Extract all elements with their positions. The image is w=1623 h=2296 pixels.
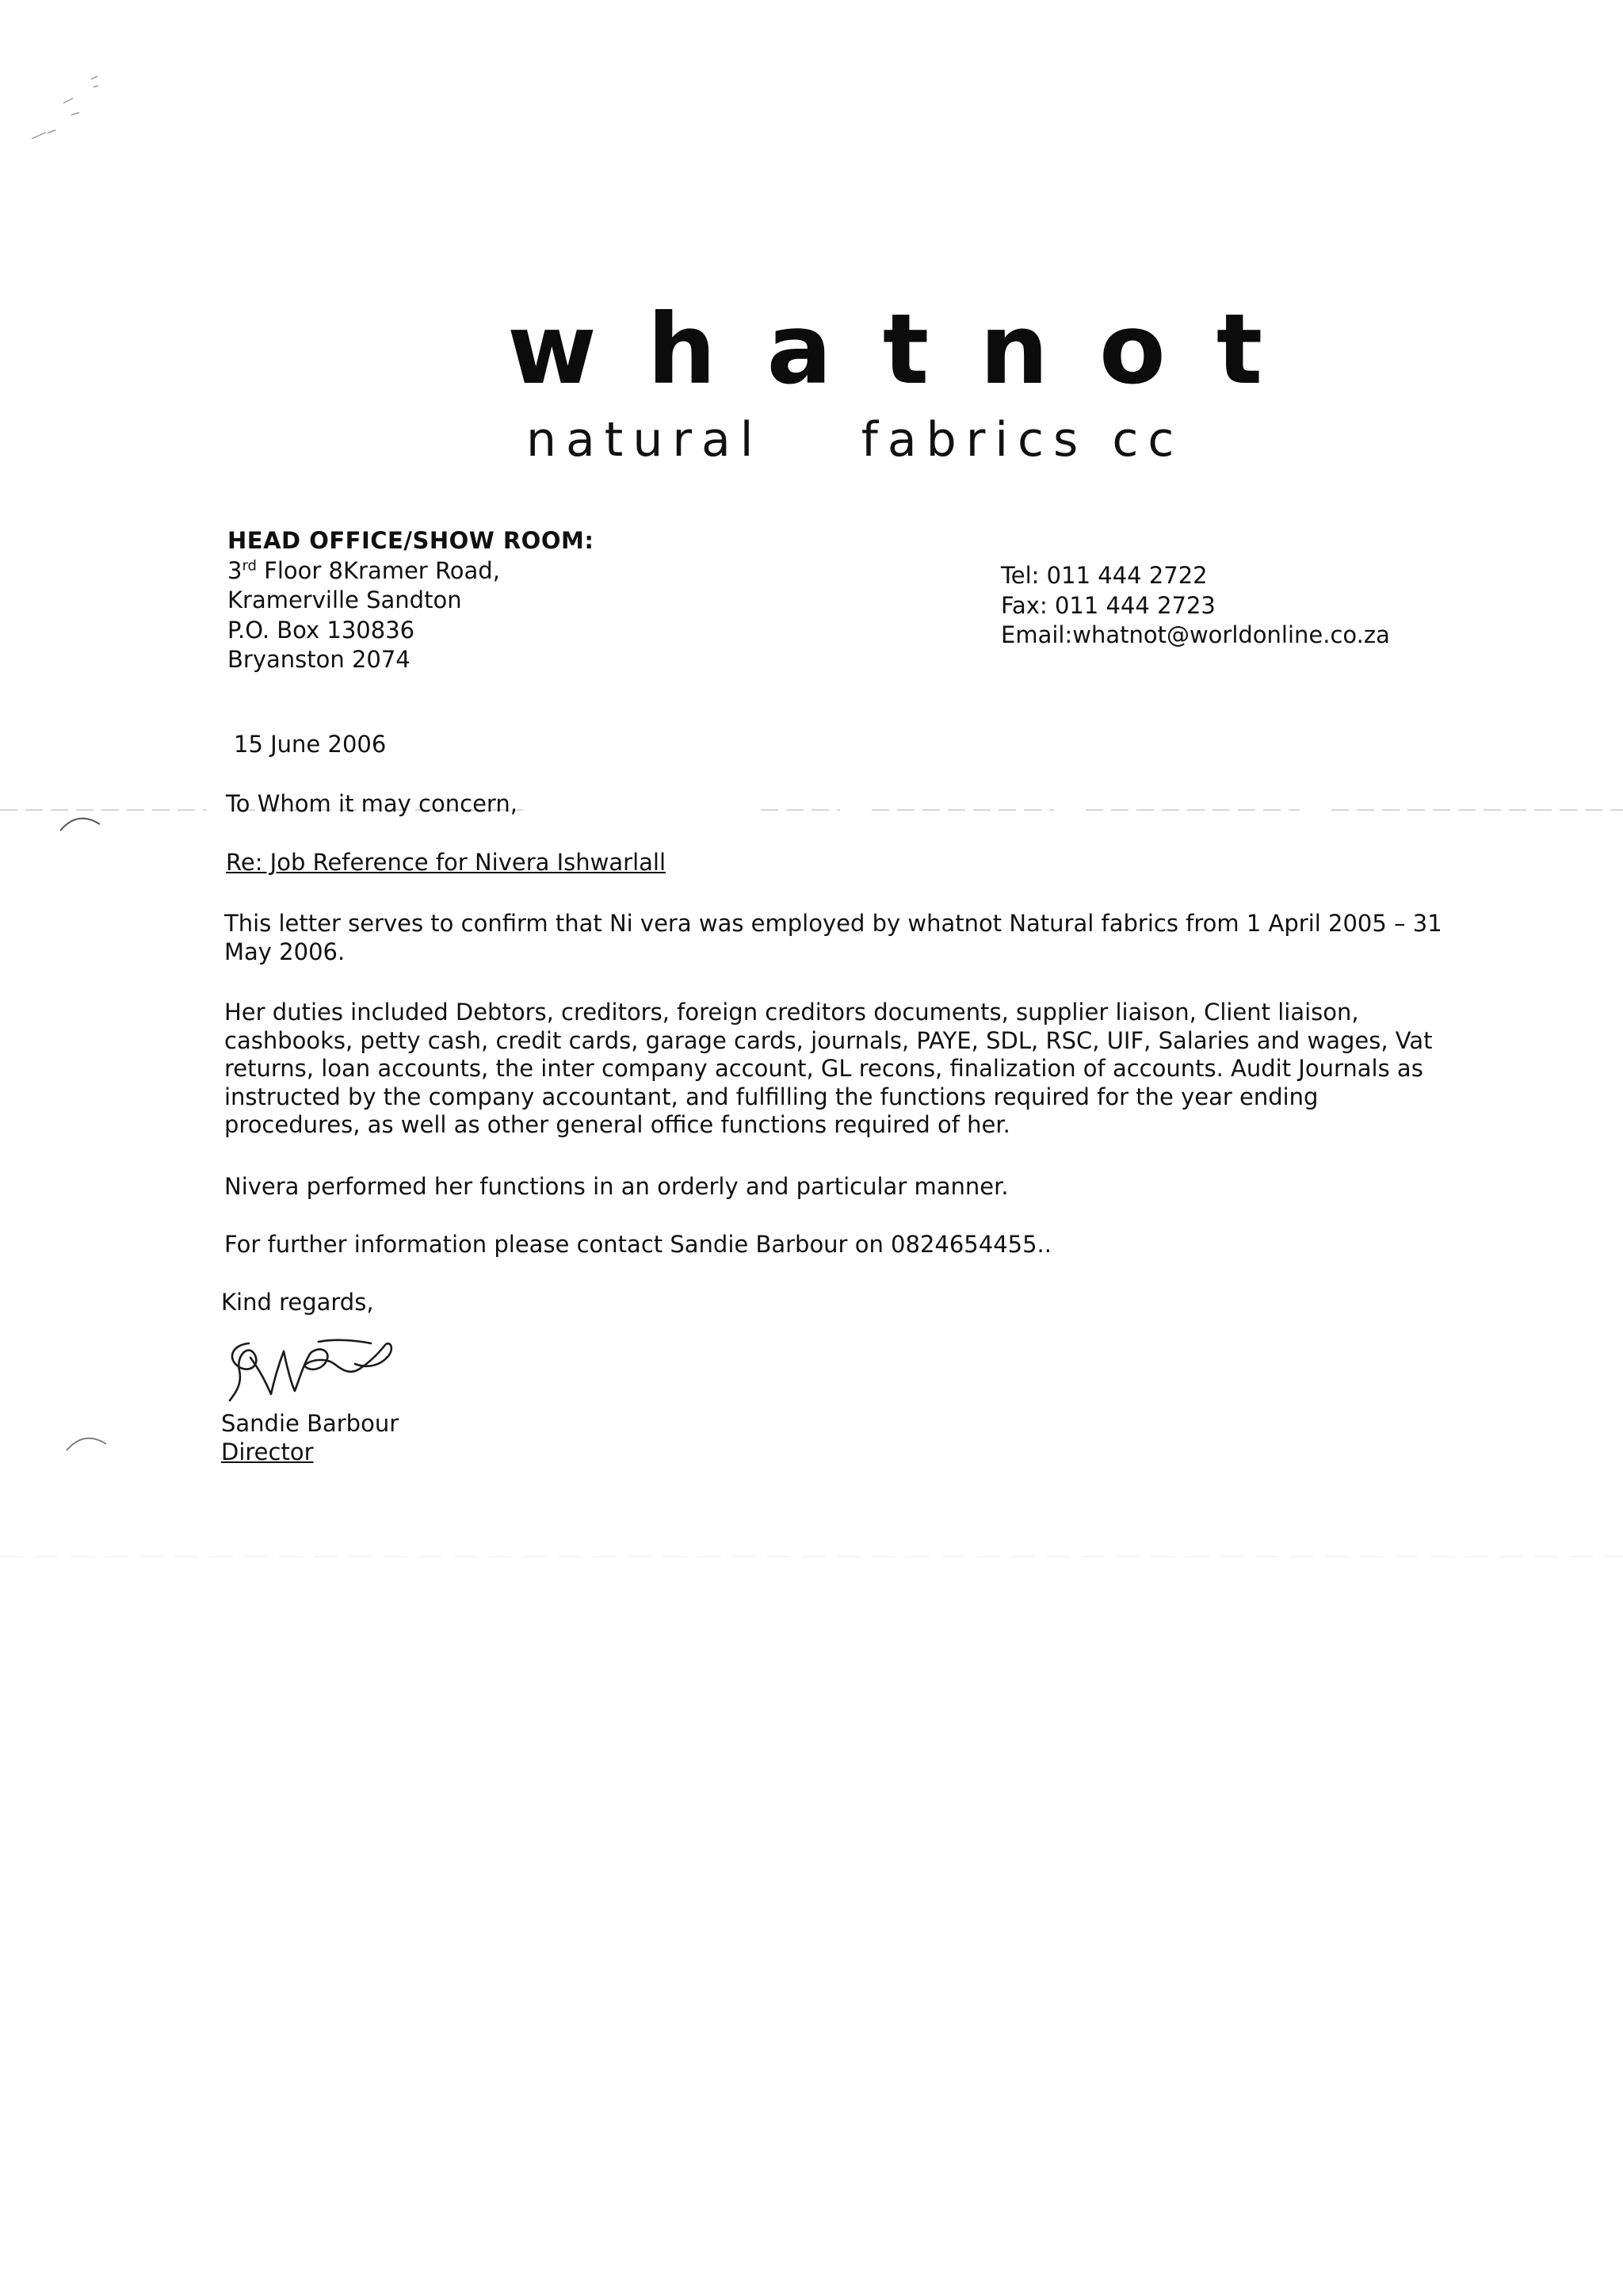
scan-specks (16, 55, 111, 151)
email: Email:whatnot@worldonline.co.za (1001, 621, 1390, 648)
letter-date: 15 June 2006 (234, 731, 387, 758)
address-line-3: P.O. Box 130836 (227, 616, 415, 644)
punch-hole-mark (55, 807, 103, 839)
office-heading: HEAD OFFICE/SHOW ROOM: (227, 527, 594, 554)
body-paragraph-4: For further information please contact Sandie Barbour on 0824654455.. (224, 1231, 1052, 1258)
punch-hole-mark-lower (62, 1427, 109, 1458)
body-paragraph-2: Her duties included Debtors, creditors, foreign creditors documents, supplier liaison, Client liaison, cashbooks, petty cash, credit cards, garage cards, journals, PAYE, SDL, RSC, UIF, Salaries and wages, Vat returns, loan accounts, the inter company account, GL recons, finalization of accounts. Audit Journals as instructed by the company accountant, and fulfilling the functions required for the year ending procedures, as well as other general office functions required of her. (224, 999, 1433, 1138)
body-paragraph-1: This letter serves to confirm that Ni vera was employed by whatnot Natural fabrics from 1 April 2005 – 31 May 2006. (224, 910, 1442, 965)
fax: Fax: 011 444 2723 (1001, 591, 1216, 619)
company-tagline: natural fabrics cc (526, 412, 1184, 468)
salutation: To Whom it may concern, (226, 790, 517, 817)
company-logo-wordmark: whatnot (507, 293, 1314, 406)
closing: Kind regards, (221, 1289, 374, 1316)
signer-title: Director (221, 1438, 314, 1465)
address-line-1-rest: Floor 8Kramer Road, (256, 556, 500, 584)
address-line-1-suffix: rd (242, 556, 257, 574)
body-paragraph-3: Nivera performed her functions in an orderly and particular manner. (224, 1173, 1009, 1200)
address-line-2: Kramerville Sandton (227, 586, 462, 613)
address-line-1 (227, 556, 594, 586)
telephone: Tel: 011 444 2722 (1001, 562, 1208, 589)
signer-name: Sandie Barbour (221, 1410, 399, 1437)
handwritten-signature (216, 1312, 414, 1415)
fold-line-lower (0, 1555, 1623, 1558)
subject-line: Re: Job Reference for Nivera Ishwarlall (226, 849, 666, 876)
address-line-4: Bryanston 2074 (227, 646, 411, 673)
address-line-1-number: 3 (227, 556, 242, 584)
office-address-block (227, 526, 594, 675)
contact-block (1001, 561, 1390, 651)
